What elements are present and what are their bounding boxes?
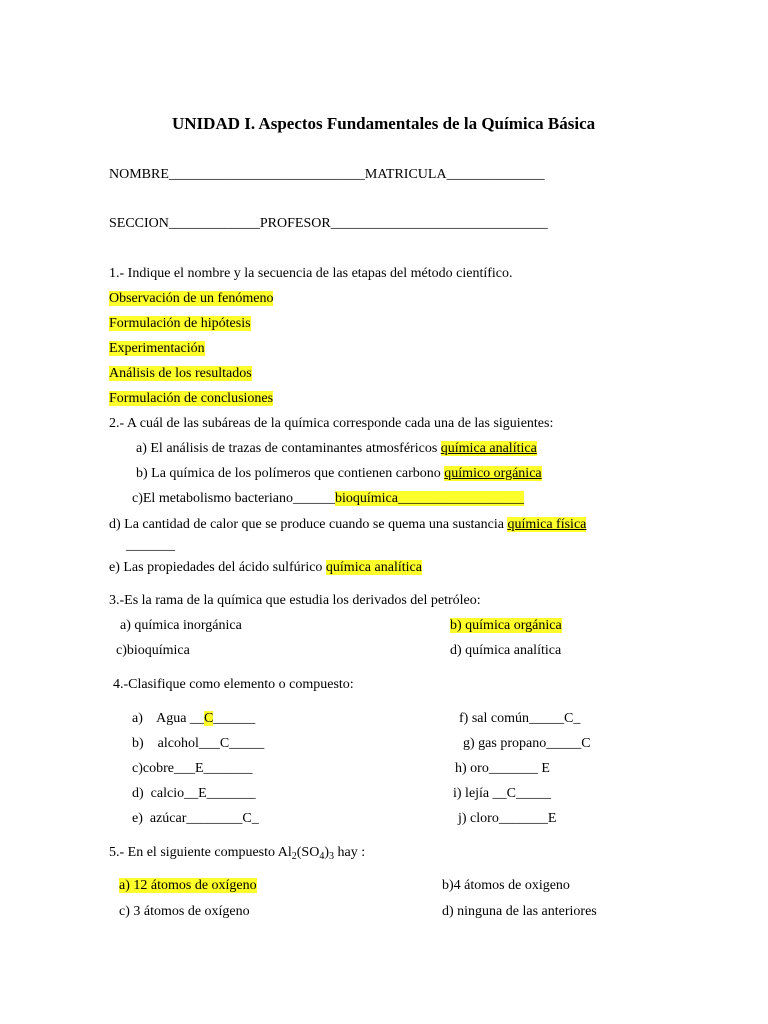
question-3: 3.-Es la rama de la química que estudia los derivados del petróleo: (109, 593, 481, 608)
q1-answer-5 (109, 391, 273, 407)
q1-answer-4-text: Análisis de los resultados (109, 366, 252, 381)
q5-option-a (119, 878, 257, 894)
q4-item-i: i) lejía __C_____ (453, 786, 551, 801)
q4-item-g: g) gas propano_____C (463, 736, 591, 751)
q5-subscript-1: 2 (291, 851, 297, 862)
q5-option-c: c) 3 átomos de oxígeno (119, 904, 250, 919)
q2-item-a-answer: química analítica (440, 441, 537, 456)
q4-item-e: e) azúcar________C_ (132, 811, 259, 826)
q2-item-e (109, 560, 422, 576)
q5-text-start: 5.- En el siguiente compuesto Al (109, 845, 292, 860)
page-title: UNIDAD I. Aspectos Fundamentales de la Química Básica (172, 114, 596, 133)
q4-item-a-answer: C (203, 711, 214, 726)
q5-text-close: ) (324, 845, 329, 860)
q2-item-c-text: c)El metabolismo bacteriano______ (132, 491, 335, 506)
question-4: 4.-Clasifique como elemento o compuesto: (113, 677, 354, 692)
q5-option-d: d) ninguna de las anteriores (442, 904, 597, 919)
q2-item-b-text: b) La química de los polímeros que contienen carbono (136, 466, 445, 481)
q2-item-d-answer: química física (507, 517, 587, 532)
q4-item-a (132, 711, 255, 727)
q5-text-mid: (SO (296, 845, 320, 860)
q2-item-d (109, 517, 586, 533)
q2-item-a (136, 441, 537, 457)
q1-answer-2 (109, 316, 251, 332)
q1-answer-3 (109, 341, 205, 357)
q2-item-d-blank: _______ (126, 538, 175, 553)
q2-item-e-answer: química analítica (325, 560, 422, 575)
q5-text-end: hay : (333, 845, 366, 860)
q2-item-c (132, 491, 524, 507)
q4-item-f: f) sal común_____C_ (459, 711, 581, 726)
q5-option-a-text: a) 12 átomos de oxígeno (119, 878, 257, 893)
q3-option-d: d) química analítica (450, 643, 562, 658)
q4-item-j: j) cloro_______E (458, 811, 557, 826)
question-5 (109, 845, 365, 865)
seccion-profesor-line: SECCION_____________PROFESOR_______________________________ (109, 216, 548, 231)
q2-item-a-text: a) El análisis de trazas de contaminantes atmosféricos (136, 441, 441, 456)
q1-answer-1 (109, 291, 273, 307)
q2-item-c-answer: bioquímica__________________ (334, 491, 524, 506)
question-1: 1.- Indique el nombre y la secuencia de las etapas del método científico. (109, 266, 513, 281)
q1-answer-3-text: Experimentación (109, 341, 205, 356)
q4-item-a-text: a) Agua __ (132, 711, 204, 726)
q1-answer-1-text: Observación de un fenómeno (109, 291, 274, 306)
question-2: 2.- A cuál de las subáreas de la química corresponde cada una de las siguientes: (109, 416, 554, 431)
q5-option-b: b)4 átomos de oxigeno (442, 878, 570, 893)
q3-option-b-text: b) química orgánica (450, 618, 562, 633)
q4-item-d: d) calcio__E_______ (132, 786, 256, 801)
q4-item-h: h) oro_______ E (455, 761, 550, 776)
q4-item-a-blank: ______ (213, 711, 256, 726)
q5-subscript-3: 3 (328, 851, 334, 862)
q3-option-a: a) química inorgánica (120, 618, 242, 633)
q2-item-b (136, 466, 542, 482)
q4-item-b: b) alcohol___C_____ (132, 736, 265, 751)
q3-option-b (450, 618, 562, 634)
q2-item-d-text: d) La cantidad de calor que se produce cuando se quema una sustancia (109, 517, 508, 532)
q5-subscript-2: 4 (319, 851, 325, 862)
q2-item-b-answer: químico orgánica (444, 466, 542, 481)
q3-option-c: c)bioquímica (116, 643, 190, 658)
q2-item-e-text: e) Las propiedades del ácido sulfúrico (109, 560, 326, 575)
q1-answer-2-text: Formulación de hipótesis (109, 316, 251, 331)
q1-answer-4 (109, 366, 252, 382)
q1-answer-5-text: Formulación de conclusiones (109, 391, 274, 406)
q4-item-c: c)cobre___E_______ (132, 761, 253, 776)
nombre-matricula-line: NOMBRE____________________________MATRICULA______________ (109, 167, 545, 182)
